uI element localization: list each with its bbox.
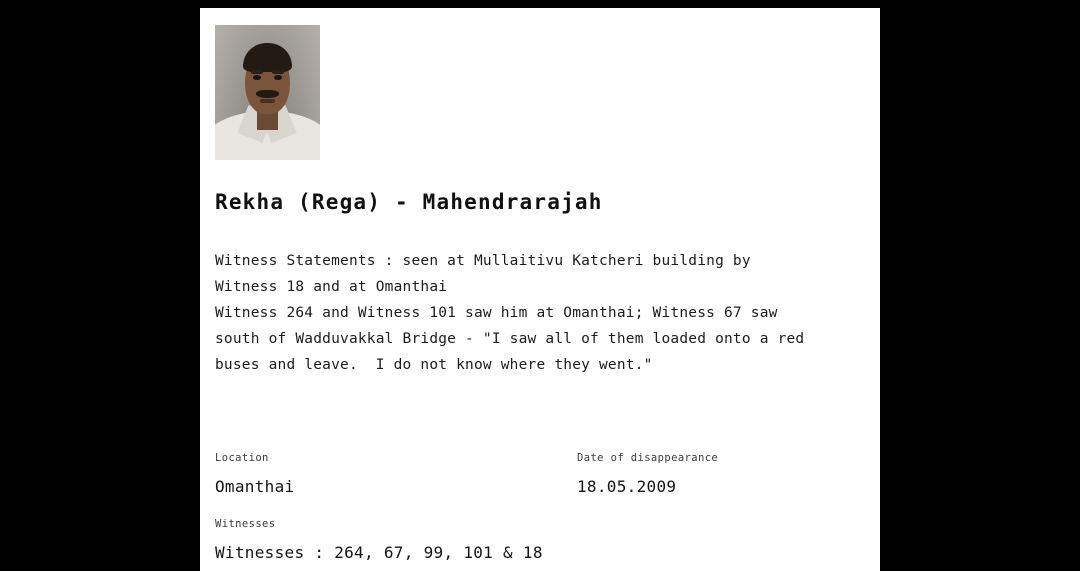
- metadata-row: [215, 452, 865, 518]
- location-field: [215, 452, 560, 496]
- statement-line: buses and leave. I do not know where they went.": [215, 357, 653, 373]
- location-label: Location: [215, 452, 269, 464]
- statement-line: Witness 264 and Witness 101 saw him at Omanthai; Witness 67 saw: [215, 305, 778, 321]
- document-sheet: [200, 8, 880, 571]
- witnesses-value: Witnesses : 264, 67, 99, 101 & 18: [215, 543, 543, 562]
- statement-line: Witness 18 and at Omanthai: [215, 279, 448, 295]
- witnesses-label: Witnesses: [215, 518, 276, 530]
- photo-mouth: [260, 99, 275, 102]
- witness-statements: [215, 248, 865, 378]
- photo-eyebrow-right: [272, 70, 285, 74]
- statement-line: south of Wadduvakkal Bridge - "I saw all of them loaded onto a red: [215, 331, 805, 347]
- page-title: Rekha (Rega) - Mahendrarajah: [215, 190, 603, 214]
- witnesses-field: [215, 518, 865, 562]
- metadata-section: [215, 452, 865, 562]
- photo-eye-left: [253, 75, 261, 80]
- date-label: Date of disappearance: [577, 452, 719, 464]
- photo-eye-right: [274, 75, 282, 80]
- portrait-photo: [215, 25, 320, 160]
- date-field: [577, 452, 867, 496]
- photo-moustache: [256, 90, 279, 98]
- photo-eyebrow-left: [251, 70, 264, 74]
- statement-line: Witness Statements : seen at Mullaitivu Katcheri building by: [215, 253, 751, 269]
- date-value: 18.05.2009: [577, 477, 677, 496]
- location-value: Omanthai: [215, 477, 295, 496]
